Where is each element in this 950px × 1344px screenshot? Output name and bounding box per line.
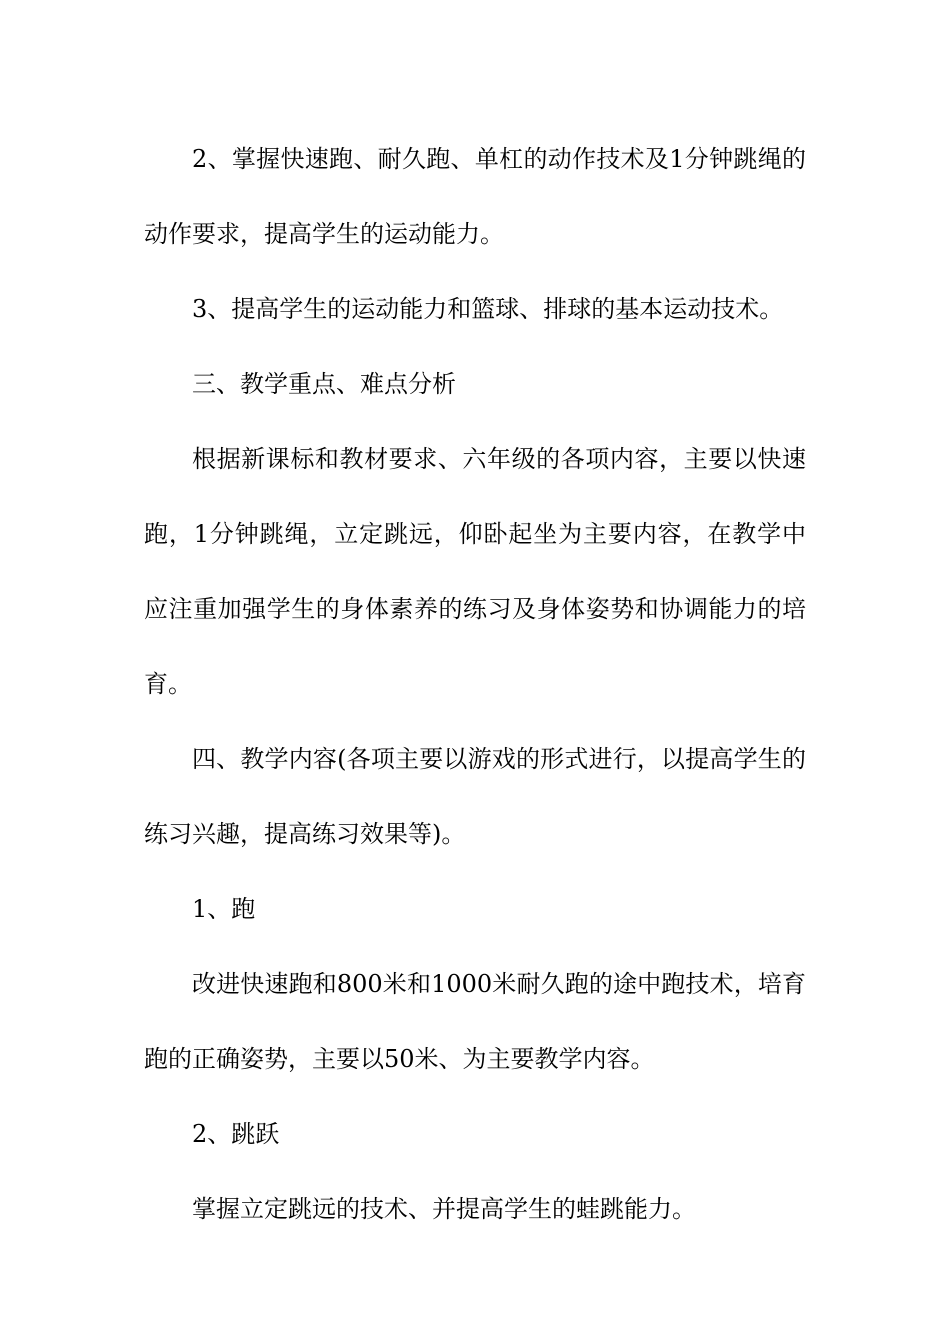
paragraph-key-points: 根据新课标和教材要求、六年级的各项内容，主要以快速跑，1分钟跳绳，立定跳远，仰卧起坐为主要内容，在教学中应注重加强学生的身体素养的练习及身体姿势和协调能力的培育。 (144, 445, 806, 698)
heading-section-3: 三、教学重点、难点分析 (192, 370, 456, 398)
paragraph-goal-3: 3、提高学生的运动能力和篮球、排球的基本运动技术。 (192, 295, 784, 323)
document-body (144, 122, 806, 1247)
paragraph-jumping: 掌握立定跳远的技术、并提高学生的蛙跳能力。 (192, 1195, 696, 1223)
heading-section-4: 四、教学内容(各项主要以游戏的形式进行，以提高学生的练习兴趣，提高练习效果等)。 (144, 745, 806, 848)
subheading-jumping: 2、跳跃 (192, 1120, 280, 1148)
subheading-running: 1、跑 (192, 895, 256, 923)
paragraph-goal-2: 2、掌握快速跑、耐久跑、单杠的动作技术及1分钟跳绳的动作要求，提高学生的运动能力。 (144, 145, 806, 248)
paragraph-running: 改进快速跑和800米和1000米耐久跑的途中跑技术，培育跑的正确姿势，主要以50米、为主要教学内容。 (144, 970, 806, 1073)
